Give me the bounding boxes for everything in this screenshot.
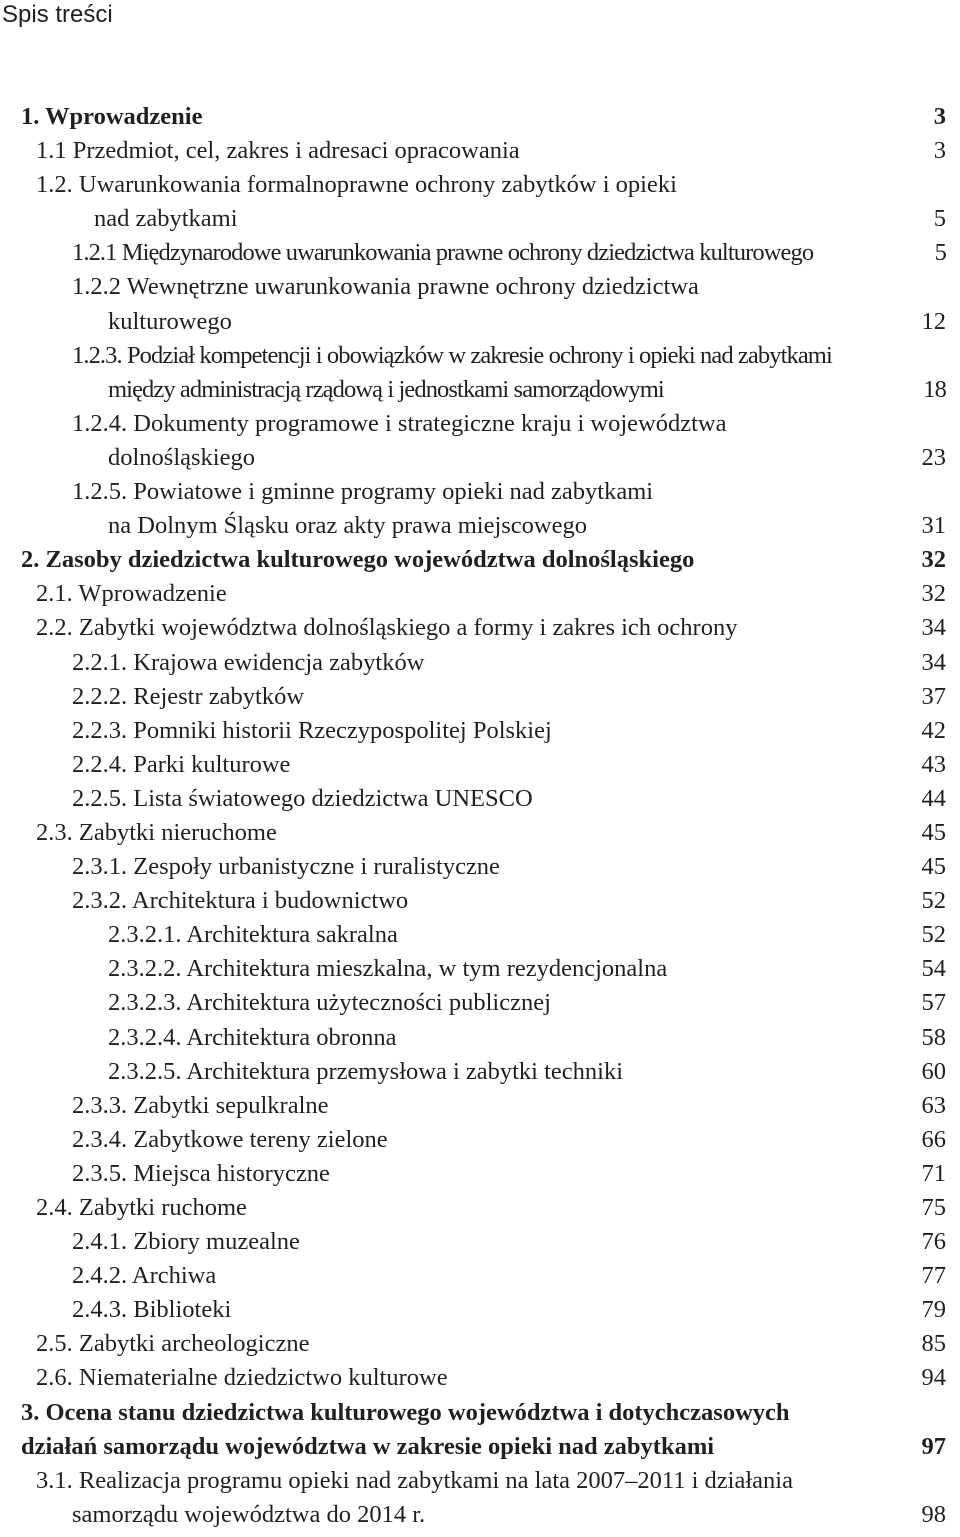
- toc-entry-title: między administracją rządową i jednostkami samorządowymi: [108, 375, 664, 403]
- toc-entry-title: 2. Zasoby dziedzictwa kulturowego województwa dolnośląskiego: [21, 546, 695, 574]
- toc-entry[interactable]: [0, 270, 960, 304]
- toc-entry-title: 1.2.3. Podział kompetencji i obowiązków w zakresie ochrony i opieki nad zabytkami: [72, 341, 832, 369]
- toc-entry-title: kulturowego: [108, 307, 232, 335]
- toc-entry-page: 60: [921, 1057, 946, 1085]
- toc-entry-title: 1.2.1 Międzynarodowe uwarunkowania prawne ochrony dziedzictwa kulturowego: [72, 239, 814, 267]
- toc-entry-page: 32: [921, 546, 946, 574]
- toc-entry-title: 2.2. Zabytki województwa dolnośląskiego a formy i zakres ich ochrony: [36, 614, 738, 642]
- toc-entry-page: 23: [921, 443, 946, 471]
- toc-entry-title: 1.1 Przedmiot, cel, zakres i adresaci opracowania: [36, 137, 520, 165]
- toc-entry-continuation[interactable]: [0, 373, 960, 407]
- toc-entry[interactable]: [0, 236, 960, 270]
- toc-entry-page: 66: [921, 1125, 946, 1153]
- toc-entry[interactable]: [0, 1396, 960, 1430]
- toc-entry[interactable]: [0, 100, 960, 134]
- toc-entry-title: 2.4.1. Zbiory muzealne: [72, 1228, 300, 1256]
- toc-entry-title: 1.2.5. Powiatowe i gminne programy opieki nad zabytkami: [72, 478, 654, 506]
- table-of-contents: [0, 100, 960, 1532]
- toc-entry[interactable]: [0, 782, 960, 816]
- toc-entry-title: 2.2.2. Rejestr zabytków: [72, 682, 305, 710]
- toc-entry-page: 77: [921, 1262, 946, 1290]
- toc-entry-title: nad zabytkami: [94, 205, 238, 233]
- toc-entry-title: 2.2.4. Parki kulturowe: [72, 750, 291, 778]
- toc-entry-page: 98: [921, 1500, 946, 1528]
- toc-entry-page: 45: [921, 818, 946, 846]
- toc-entry[interactable]: [0, 1055, 960, 1089]
- toc-entry-page: 58: [921, 1023, 946, 1051]
- toc-entry-page: 75: [921, 1194, 946, 1221]
- toc-entry[interactable]: [0, 1021, 960, 1055]
- toc-entry[interactable]: [0, 1464, 960, 1498]
- toc-entry-page: 71: [921, 1159, 946, 1187]
- toc-entry-page: 79: [921, 1296, 946, 1324]
- toc-entry-title: 2.3.2.3. Architektura użyteczności publicznej: [108, 989, 551, 1017]
- toc-entry-title: na Dolnym Śląsku oraz akty prawa miejscowego: [108, 512, 587, 540]
- toc-entry-continuation[interactable]: [0, 1498, 960, 1532]
- toc-entry-page: 12: [921, 307, 946, 335]
- toc-entry[interactable]: [0, 1191, 960, 1225]
- toc-entry-page: 85: [921, 1330, 946, 1358]
- toc-entry-title: 1.2.4. Dokumenty programowe i strategiczne kraju i województwa: [72, 409, 727, 437]
- toc-entry-page: 31: [921, 512, 946, 540]
- toc-entry-title: 2.3.2. Architektura i budownictwo: [72, 887, 409, 915]
- toc-entry-page: 45: [921, 853, 946, 881]
- toc-entry-title: 2.2.5. Lista światowego dziedzictwa UNESCO: [72, 784, 533, 812]
- toc-entry-title: 2.2.3. Pomniki historii Rzeczypospolitej Polskiej: [72, 716, 552, 744]
- toc-entry-title: 2.4. Zabytki ruchome: [36, 1194, 247, 1221]
- toc-entry-continuation[interactable]: [0, 202, 960, 236]
- toc-entry[interactable]: [0, 407, 960, 441]
- toc-entry-title: 2.1. Wprowadzenie: [36, 580, 227, 608]
- toc-entry[interactable]: [0, 748, 960, 782]
- toc-entry-page: 32: [921, 580, 946, 608]
- toc-entry[interactable]: [0, 543, 960, 577]
- toc-entry-page: 52: [921, 921, 946, 949]
- toc-entry[interactable]: [0, 1361, 960, 1395]
- toc-entry-page: 97: [921, 1432, 946, 1460]
- toc-entry-title: 2.5. Zabytki archeologiczne: [36, 1330, 310, 1358]
- toc-entry[interactable]: [0, 168, 960, 202]
- toc-entry[interactable]: [0, 646, 960, 680]
- toc-entry-title: 2.6. Niematerialne dziedzictwo kulturowe: [36, 1364, 448, 1392]
- toc-entry[interactable]: [0, 1225, 960, 1259]
- toc-entry-title: 2.4.3. Biblioteki: [72, 1296, 232, 1324]
- toc-entry-page: 34: [921, 614, 946, 642]
- toc-entry[interactable]: [0, 475, 960, 509]
- toc-entry-page: 57: [921, 989, 946, 1017]
- toc-entry[interactable]: [0, 884, 960, 918]
- toc-entry-page: 44: [921, 784, 946, 812]
- toc-entry[interactable]: [0, 952, 960, 986]
- toc-entry[interactable]: [0, 611, 960, 645]
- toc-entry-page: 52: [921, 887, 946, 915]
- toc-entry-title: 2.3.2.2. Architektura mieszkalna, w tym rezydencjonalna: [108, 955, 668, 983]
- toc-entry-title: 1.2.2 Wewnętrzne uwarunkowania prawne ochrony dziedzictwa: [72, 273, 699, 301]
- toc-entry[interactable]: [0, 986, 960, 1020]
- toc-entry[interactable]: [0, 1123, 960, 1157]
- toc-entry-title: 1.2. Uwarunkowania formalnoprawne ochrony zabytków i opieki: [36, 171, 677, 199]
- toc-entry-page: 18: [923, 375, 946, 403]
- toc-entry-continuation[interactable]: [0, 441, 960, 475]
- toc-entry-title: 2.2.1. Krajowa ewidencja zabytków: [72, 648, 425, 676]
- toc-entry[interactable]: [0, 816, 960, 850]
- toc-entry-continuation[interactable]: [0, 305, 960, 339]
- toc-entry-title: 2.3.2.5. Architektura przemysłowa i zabytki techniki: [108, 1057, 624, 1085]
- toc-entry-title: 2.4.2. Archiwa: [72, 1262, 217, 1290]
- toc-entry-page: 3: [933, 137, 946, 165]
- toc-entry-title: 2.3. Zabytki nieruchome: [36, 818, 277, 846]
- toc-entry-page: 42: [921, 716, 946, 744]
- toc-entry-title: 3. Ocena stanu dziedzictwa kulturowego województwa i dotychczasowych: [21, 1398, 790, 1426]
- toc-entry[interactable]: [0, 1259, 960, 1293]
- toc-entry-page: 54: [921, 955, 946, 983]
- toc-entry[interactable]: [0, 577, 960, 611]
- toc-entry-title: 2.3.4. Zabytkowe tereny zielone: [72, 1125, 388, 1153]
- toc-entry-page: 34: [921, 648, 946, 676]
- toc-entry-title: działań samorządu województwa w zakresie opieki nad zabytkami: [21, 1432, 715, 1460]
- toc-entry[interactable]: [0, 714, 960, 748]
- toc-entry-title: 1. Wprowadzenie: [21, 103, 203, 130]
- toc-entry[interactable]: [0, 1089, 960, 1123]
- toc-entry-page: 5: [934, 239, 946, 267]
- toc-entry-page: 3: [933, 103, 946, 130]
- toc-entry-page: 43: [921, 750, 946, 778]
- toc-entry-title: samorządu województwa do 2014 r.: [72, 1500, 426, 1528]
- toc-entry-continuation[interactable]: [0, 1430, 960, 1464]
- page-title: Spis treści: [2, 1, 113, 28]
- toc-entry[interactable]: [0, 1157, 960, 1191]
- toc-entry-page: 76: [921, 1228, 946, 1256]
- toc-entry[interactable]: [0, 850, 960, 884]
- toc-entry-title: 2.3.3. Zabytki sepulkralne: [72, 1091, 329, 1119]
- toc-entry-title: 2.3.5. Miejsca historyczne: [72, 1159, 330, 1187]
- toc-entry-title: 2.3.1. Zespoły urbanistyczne i ruralistyczne: [72, 853, 500, 881]
- toc-entry-page: 37: [921, 682, 946, 710]
- toc-entry-page: 94: [921, 1364, 946, 1392]
- toc-entry[interactable]: [0, 339, 960, 373]
- toc-entry[interactable]: [0, 680, 960, 714]
- toc-entry-page: 5: [933, 205, 946, 233]
- toc-entry-page: 63: [921, 1091, 946, 1119]
- toc-entry-title: 2.3.2.4. Architektura obronna: [108, 1023, 397, 1051]
- toc-entry[interactable]: [0, 918, 960, 952]
- toc-entry[interactable]: [0, 134, 960, 168]
- toc-entry[interactable]: [0, 1293, 960, 1327]
- toc-entry-title: 2.3.2.1. Architektura sakralna: [108, 921, 398, 949]
- toc-entry-continuation[interactable]: [0, 509, 960, 543]
- toc-entry-title: dolnośląskiego: [108, 443, 255, 471]
- toc-entry[interactable]: [0, 1327, 960, 1361]
- toc-entry-title: 3.1. Realizacja programu opieki nad zabytkami na lata 2007–2011 i działania: [36, 1466, 793, 1494]
